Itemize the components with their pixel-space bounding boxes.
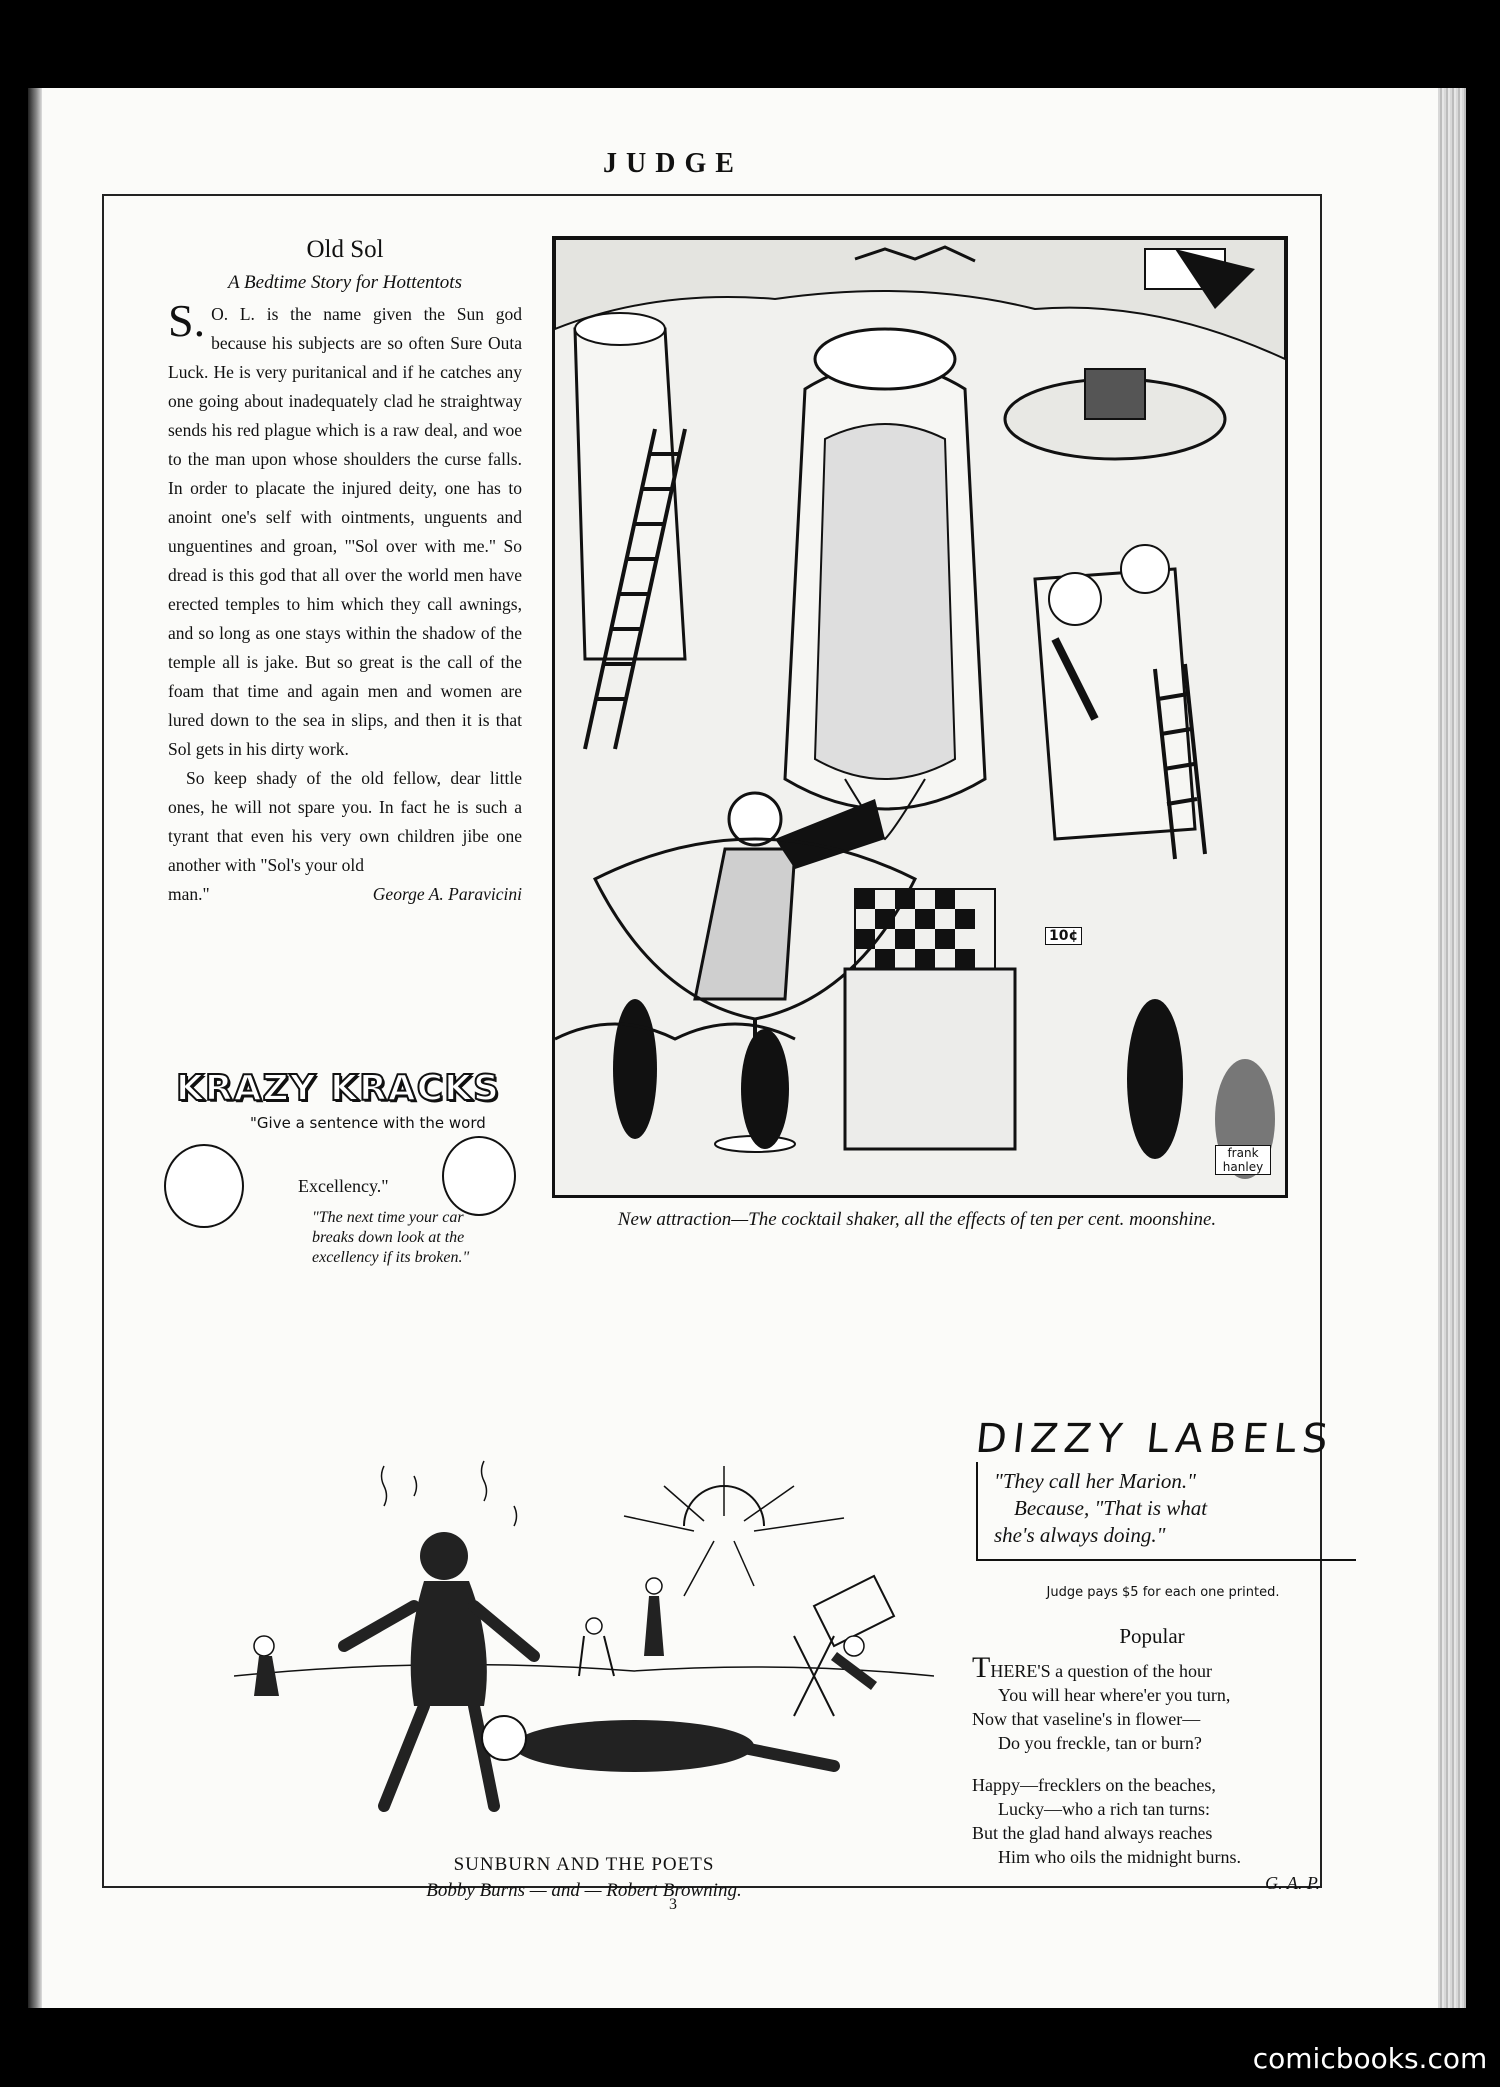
- drop-cap: S.: [168, 295, 206, 346]
- dizzy-labels-logo: DIZZY LABELS: [973, 1416, 1336, 1462]
- cartoon-face-right-icon: [442, 1136, 516, 1216]
- paragraph-1-text: O. L. is the name given the Sun god because his subjects are so often Sure Outa Luck. He is very puritanical and if he catches any one going about inadequately clad he straightway sends his red plague which is a raw deal, and woe to the man upon whose shoulders the curse falls. In order to placate the injured deity, one has to anoint one's self with ointments, unguents and unguentines and groan, "'Sol over with me." So dread is this god that all over the world men have erected temples to him which they call awnings, and so long as one stays within the shadow of the temple all is jake. But so great is the call of the foam that time and again men and women are lured down to the sea in slips, and then it is that Sol gets in his dirty work.: [168, 304, 522, 759]
- cartoon-face-left-icon: [164, 1144, 244, 1228]
- sunburn-title: SUNBURN AND THE POETS: [453, 1854, 715, 1875]
- poem-line: Do you freckle, tan or burn?: [998, 1733, 1202, 1753]
- sunburn-illustration: [234, 1446, 934, 1846]
- article-title: Old Sol: [306, 236, 384, 263]
- dizzy-labels-feature: [970, 1416, 1356, 1600]
- poem-line: You will hear where'er you turn,: [998, 1685, 1231, 1705]
- dizzy-labels-box: [976, 1462, 1356, 1561]
- dizzy-line-1: "They call her Marion.": [994, 1469, 1196, 1493]
- article-author: George A. Paravicini: [372, 884, 522, 904]
- poem-signature: G. A. P.: [1265, 1873, 1320, 1893]
- dizzy-line-3: she's always doing.": [994, 1523, 1166, 1547]
- article-signature-line: [168, 880, 522, 909]
- poem-initial: T: [972, 1651, 991, 1684]
- magazine-page: [28, 88, 1466, 2008]
- krazy-kracks-feature: [160, 1056, 530, 1296]
- payment-note: Judge pays $5 for each one printed.: [1046, 1585, 1280, 1600]
- popular-poem: [972, 1624, 1332, 1894]
- poem-title: Popular: [1119, 1624, 1185, 1648]
- article-last-word: man.": [168, 884, 210, 904]
- old-sol-article: [168, 236, 522, 909]
- stanza-gap: [972, 1755, 1332, 1773]
- sunburn-cartoon: [234, 1446, 934, 1846]
- poem-line: Now that vaseline's in flower—: [972, 1709, 1201, 1729]
- article-subtitle: A Bedtime Story for Hottentots: [228, 272, 462, 293]
- article-paragraph-2: So keep shady of the old fellow, dear little ones, he will not spare you. In fact he is such a tyrant that even his very own children jibe one another with "Sol's your old: [168, 768, 522, 875]
- krazy-kracks-tagline: "Give a sentence with the word: [250, 1114, 486, 1132]
- dizzy-line-2: Because, "That is what: [1014, 1496, 1208, 1520]
- cartoon-caption: New attraction—The cocktail shaker, all the effects of ten per cent. moonshine.: [617, 1209, 1217, 1230]
- krazy-kracks-logo: KRAZY KRACKS: [176, 1068, 500, 1109]
- poem-line: Lucky—who a rich tan turns:: [998, 1799, 1210, 1819]
- poem-line-text: HERE'S a question of the hour: [990, 1661, 1213, 1681]
- poem-line: Him who oils the midnight burns.: [998, 1847, 1241, 1867]
- krazy-kracks-word: Excellency.": [298, 1176, 389, 1196]
- poem-line: [972, 1651, 1332, 1684]
- article-paragraph-1: [168, 295, 522, 764]
- poem-line: But the glad hand always reaches: [972, 1823, 1213, 1843]
- book-spine-edge: [1438, 88, 1466, 2008]
- cocktail-shaker-cartoon: [552, 236, 1288, 1198]
- cartoon-illustration: [555, 239, 1285, 1195]
- poem-line: Happy—frecklers on the beaches,: [972, 1775, 1216, 1795]
- page-number: 3: [669, 1896, 677, 1913]
- krazy-kracks-answer: "The next time your car breaks down look at the excellency if its broken.": [312, 1209, 470, 1266]
- page-frame: [102, 194, 1336, 1901]
- masthead: JUDGE: [603, 148, 743, 179]
- price-sign: 10¢: [1045, 927, 1082, 945]
- sunburn-caption: Bobby Burns — and — Robert Browning.: [426, 1880, 742, 1901]
- watermark: comicbooks.com: [1240, 2031, 1500, 2087]
- page-edge-shadow: [28, 88, 42, 2008]
- artist-signature: frank hanley: [1215, 1145, 1271, 1175]
